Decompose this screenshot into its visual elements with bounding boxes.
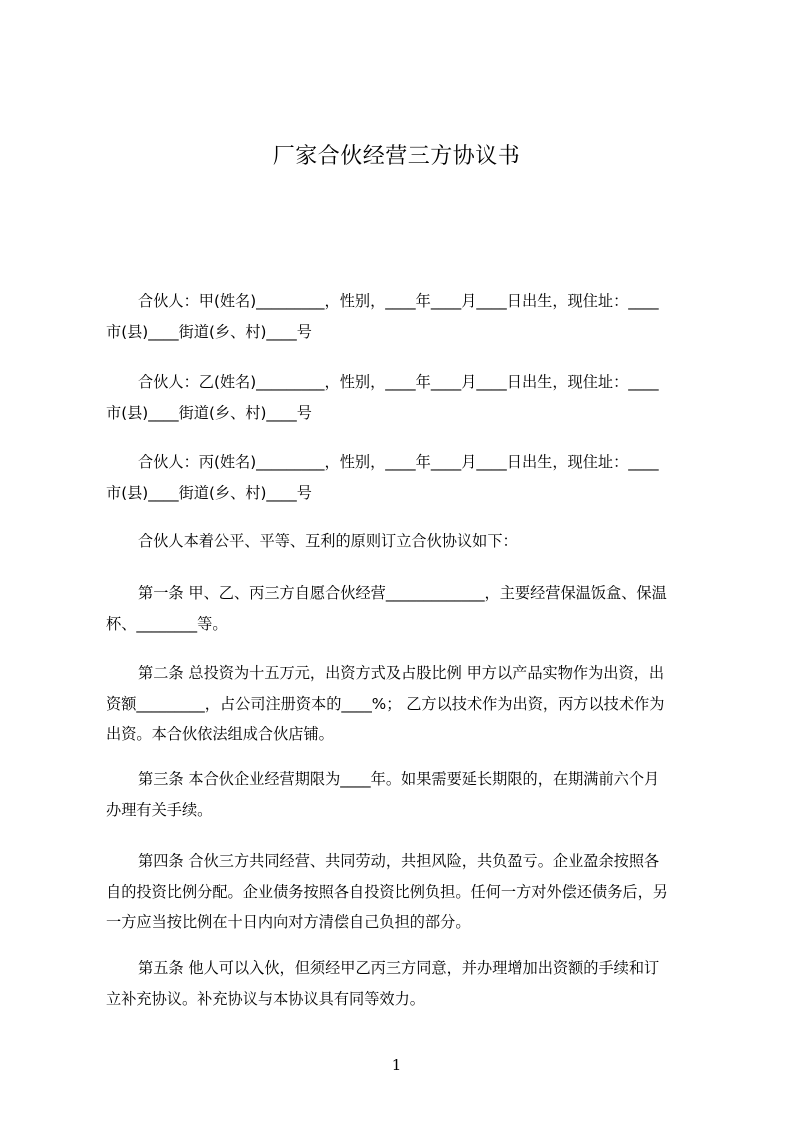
paragraph-line: 合伙人：丙(姓名)_________，性别，____年____月____日出生，现住址：____ (138, 453, 659, 471)
paragraph-line: 杯、________等。 (106, 614, 228, 633)
paragraph-line: 一方应当按比例在十日内向对方清偿自己负担的部分。 (106, 913, 471, 931)
document-title: 厂家合伙经营三方协议书 (272, 144, 521, 169)
paragraph-line: 立补充协议。补充协议与本协议具有同等效力。 (106, 989, 425, 1008)
paragraph-line: 市(县)____街道(乡、村)____号 (106, 322, 312, 341)
paragraph-line: 第五条 他人可以入伙，但须经甲乙丙三方同意，并办理增加出资额的手续和订 (138, 959, 660, 977)
page-number: 1 (391, 1056, 402, 1074)
article-2-paragraph (106, 658, 700, 750)
paragraph-line: 市(县)____街道(乡、村)____号 (106, 483, 312, 502)
partner-c-paragraph (106, 447, 700, 508)
paragraph-line: 办理有关手续。 (106, 800, 213, 819)
article-5-paragraph (106, 953, 700, 1014)
partner-a-paragraph (106, 286, 700, 347)
paragraph-line: 出资。本合伙依法组成合伙店铺。 (106, 725, 334, 743)
article-3-paragraph (106, 764, 700, 825)
article-4-paragraph (106, 846, 700, 938)
paragraph-line: 自的投资比例分配。企业债务按照各自投资比例负担。任何一方对外偿还债务后，另 (106, 882, 668, 901)
paragraph-line: 合伙人：乙(姓名)_________，性别，____年____月____日出生，现住址：____ (138, 373, 659, 391)
paragraph-line: 第三条 本合伙企业经营期限为____年。如果需要延长期限的，在期满前六个月 (138, 770, 660, 788)
paragraph-line: 市(县)____街道(乡、村)____号 (106, 403, 312, 422)
paragraph-line: 第二条 总投资为十五万元，出资方式及占股比例 甲方以产品实物作为出资，出 (138, 664, 665, 682)
paragraph-line: 合伙人本着公平、平等、互利的原则订立合伙协议如下： (138, 532, 518, 550)
paragraph-line: 合伙人：甲(姓名)_________，性别，____年____月____日出生，现住址：____ (138, 292, 659, 310)
paragraph-line: 第一条 甲、乙、丙三方自愿合伙经营_____________，主要经营保温饭盒、保温 (138, 584, 667, 602)
preamble-paragraph (106, 526, 700, 557)
partner-b-paragraph (106, 367, 700, 428)
paragraph-line: 资额_________，占公司注册资本的____%； 乙方以技术作为出资，丙方以技术作为 (106, 694, 665, 713)
paragraph-line: 第四条 合伙三方共同经营、共同劳动，共担风险，共负盈亏。企业盈余按照各 (138, 852, 660, 870)
article-1-paragraph (106, 578, 700, 639)
